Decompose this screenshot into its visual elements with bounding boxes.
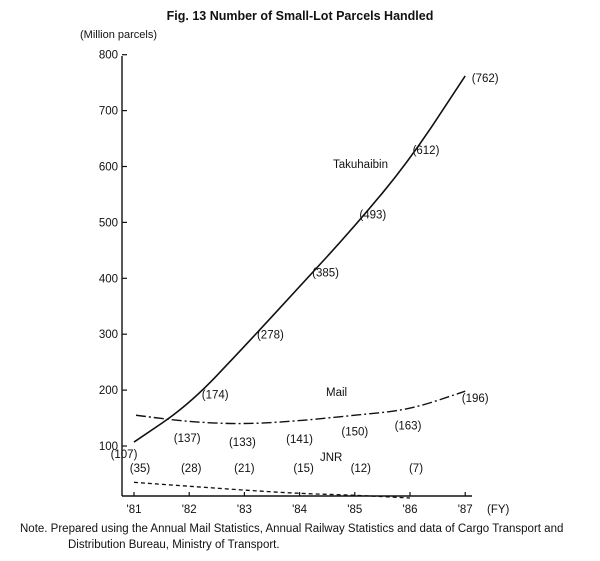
series-name-takuhaibin: Takuhaibin	[333, 159, 388, 171]
x-tick-label: '85	[347, 504, 363, 516]
data-label-jnr: (35)	[129, 463, 151, 475]
data-label-mail: (150)	[341, 426, 369, 439]
x-tick-label: '87	[457, 504, 473, 516]
x-tick-label: '82	[181, 504, 197, 516]
data-label-takuhaibin: (174)	[201, 389, 229, 402]
x-tick-label: '84	[292, 504, 308, 516]
series-name-mail: Mail	[326, 387, 348, 399]
series-line-mail	[136, 391, 465, 423]
y-tick-label: 400	[98, 273, 118, 286]
y-axis-label: (Million parcels)	[80, 29, 158, 41]
chart-title: Fig. 13 Number of Small-Lot Parcels Handled	[166, 9, 434, 23]
data-label-mail: (137)	[173, 432, 201, 445]
x-tick-label: '83	[236, 504, 252, 516]
y-tick-label: 700	[98, 105, 118, 118]
y-tick-label: 200	[98, 385, 118, 398]
y-tick-label: 300	[98, 329, 118, 342]
data-label-takuhaibin: (107)	[110, 449, 138, 462]
data-label-mail: (196)	[461, 393, 489, 406]
y-tick-label: 800	[98, 49, 118, 62]
data-label-takuhaibin: (493)	[359, 209, 387, 222]
data-label-takuhaibin: (385)	[312, 267, 340, 280]
data-label-jnr: (7)	[408, 463, 424, 475]
y-tick-label: 600	[98, 161, 118, 174]
series-name-jnr: JNR	[320, 452, 343, 464]
data-label-jnr: (21)	[234, 463, 255, 475]
data-label-mail: (163)	[394, 420, 422, 433]
data-label-jnr: (12)	[350, 463, 372, 475]
x-tick-label: '86	[402, 504, 418, 516]
data-label-takuhaibin: (278)	[256, 329, 284, 342]
data-label-takuhaibin: (612)	[412, 144, 440, 157]
data-label-jnr: (28)	[180, 463, 202, 475]
data-label-takuhaibin: (762)	[471, 72, 499, 85]
note-line-1: Note. Prepared using the Annual Mail Statistics, Annual Railway Statistics and data of Cargo Transport and	[20, 523, 564, 535]
x-axis-label: (FY)	[487, 504, 510, 516]
y-tick-label: 500	[98, 217, 118, 230]
x-tick-label: '81	[126, 504, 142, 516]
y-tick-label: 100	[98, 441, 118, 453]
source-note	[20, 521, 595, 553]
data-label-mail: (133)	[228, 437, 256, 450]
series-line-takuhaibin	[134, 76, 465, 442]
data-label-jnr: (15)	[293, 463, 314, 475]
data-label-mail: (141)	[286, 433, 314, 446]
note-line-2: Distribution Bureau, Ministry of Transport.	[68, 539, 280, 551]
